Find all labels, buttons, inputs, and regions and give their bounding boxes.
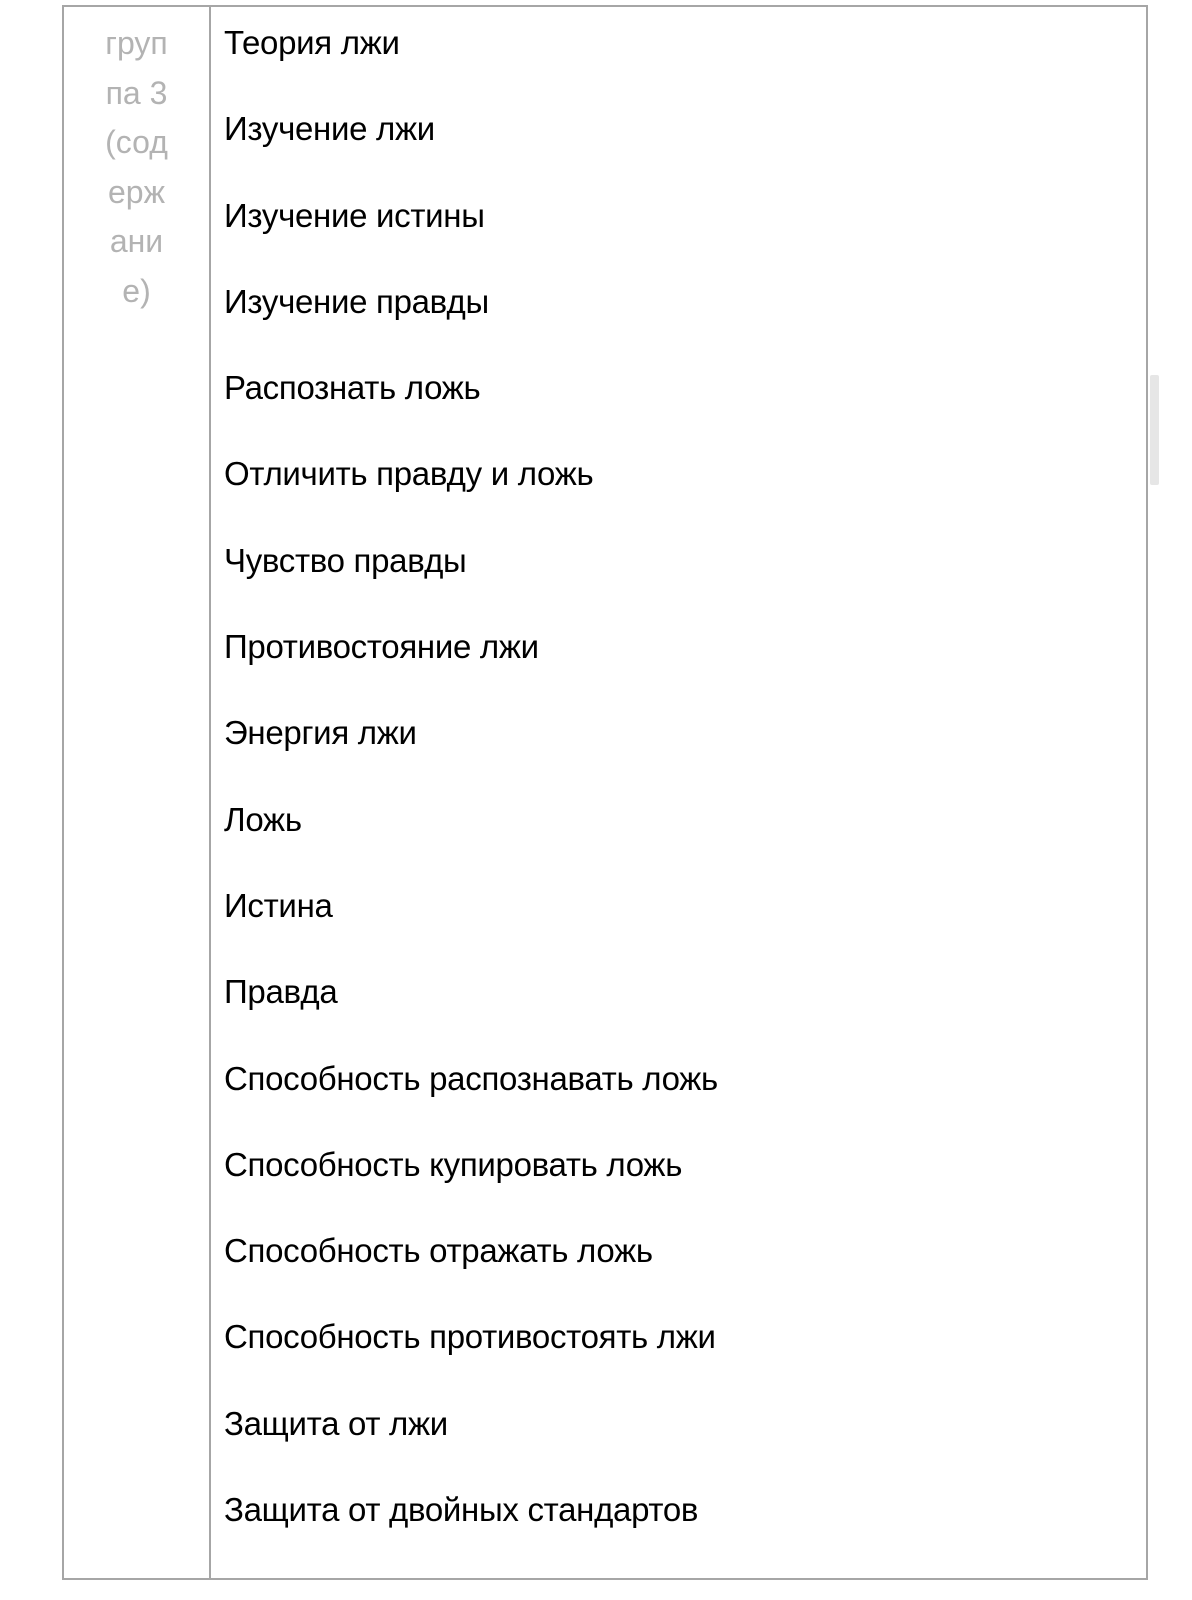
list-item: Способность купировать ложь (224, 1145, 683, 1183)
list-item: Ложь (224, 800, 302, 838)
list-item: Противостояние лжи (224, 628, 539, 666)
list-item: Энергия лжи (224, 714, 417, 752)
group-label-line: ани (109, 223, 164, 259)
vertical-scrollbar-thumb[interactable] (1150, 375, 1159, 485)
list-item: Изучение истины (224, 196, 485, 234)
list-item: Теория лжи (224, 24, 400, 61)
list-item: Чувство правды (224, 541, 467, 579)
list-item: Защита от двойных стандартов (224, 1491, 699, 1529)
group-label-line: (сод (105, 124, 168, 160)
group-label-line: е) (122, 272, 151, 309)
list-item: Отличить правду и ложь (224, 455, 594, 493)
list-item: Распознать ложь (224, 369, 481, 407)
group-label-line: груп (105, 25, 168, 61)
content-table (62, 5, 1148, 1580)
list-item: Изучение правды (224, 282, 489, 320)
item-list (224, 23, 1136, 1576)
list-item: Истина (224, 886, 333, 924)
group-label-cell (64, 7, 209, 316)
list-item: Способность противостоять лжи (224, 1318, 716, 1356)
list-item: Способность распознавать ложь (224, 1059, 718, 1097)
group-label-line: па 3 (105, 74, 168, 111)
list-item: Способность отражать ложь (224, 1232, 653, 1270)
list-item: Защита от лжи (224, 1404, 448, 1442)
list-item: Изучение лжи (224, 110, 435, 148)
column-divider (209, 7, 211, 1578)
list-item: Правда (224, 973, 338, 1011)
group-label-line: ерж (108, 173, 165, 210)
